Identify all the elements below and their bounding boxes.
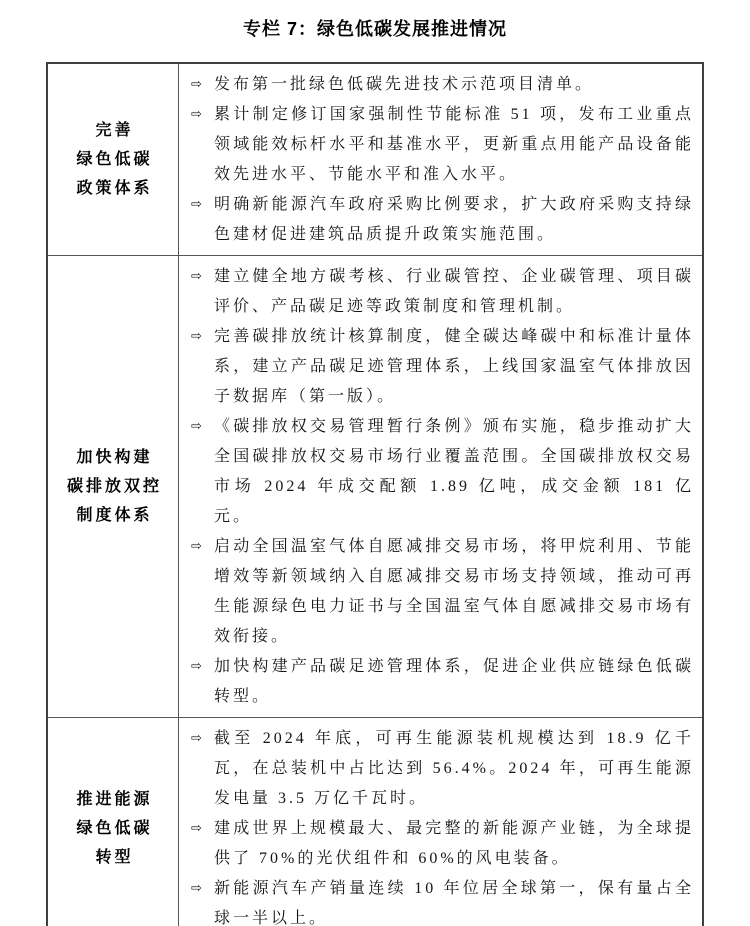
row-content [179, 256, 704, 718]
list-item-text: 截至 2024 年底，可再生能源装机规模达到 18.9 亿千瓦，在总装机中占比达到 56.4%。2024 年，可再生能源发电量 3.5 万亿千瓦时。 [214, 730, 694, 807]
row-header-line: 绿色低碳 [76, 151, 153, 168]
arrow-bullet-icon: ⇨ [191, 731, 202, 746]
row-header-line: 推进能源 [76, 791, 153, 808]
list-item-text: 明确新能源汽车政府采购比例要求，扩大政府采购支持绿色建材促进建筑品质提升政策实施范围。 [214, 196, 694, 243]
list-item [191, 412, 694, 532]
column7-table [46, 62, 704, 926]
table-row [47, 63, 703, 256]
list-item [191, 262, 694, 322]
list-item [191, 652, 694, 712]
list-item [191, 70, 694, 100]
list-item [191, 724, 694, 814]
list-item [191, 532, 694, 652]
page-title: 专栏 7：绿色低碳发展推进情况 [242, 19, 507, 39]
list-item [191, 814, 694, 874]
list-item-text: 发布第一批绿色低碳先进技术示范项目清单。 [214, 76, 595, 93]
arrow-bullet-icon: ⇨ [191, 881, 202, 896]
row-header-policy-system [47, 63, 179, 256]
row-header-line: 制度体系 [76, 507, 153, 524]
row-header-line: 绿色低碳 [76, 820, 153, 837]
list-item-text: 完善碳排放统计核算制度，健全碳达峰碳中和标准计量体系，建立产品碳足迹管理体系，上线国家温室气体排放因子数据库（第一版）。 [214, 328, 694, 405]
table-row [47, 256, 703, 718]
row-content [179, 63, 704, 256]
list-item [191, 874, 694, 926]
arrow-bullet-icon: ⇨ [191, 269, 202, 284]
arrow-bullet-icon: ⇨ [191, 77, 202, 92]
row-header-line: 完善 [95, 122, 134, 139]
arrow-bullet-icon: ⇨ [191, 419, 202, 434]
list-item-text: 加快构建产品碳足迹管理体系，促进企业供应链绿色低碳转型。 [214, 658, 694, 705]
list-item-text: 建成世界上规模最大、最完整的新能源产业链，为全球提供了 70%的光伏组件和 60%的风电装备。 [214, 820, 694, 867]
arrow-bullet-icon: ⇨ [191, 329, 202, 344]
list-item-text: 累计制定修订国家强制性节能标准 51 项，发布工业重点领域能效标杆水平和基准水平，更新重点用能产品设备能效先进水平、节能水平和准入水平。 [214, 106, 694, 183]
row-header-line: 转型 [95, 849, 134, 866]
list-item-text: 启动全国温室气体自愿减排交易市场，将甲烷利用、节能增效等新领域纳入自愿减排交易市场支持领域，推动可再生能源绿色电力证书与全国温室气体自愿减排交易市场有效衔接。 [214, 538, 694, 645]
arrow-bullet-icon: ⇨ [191, 659, 202, 674]
arrow-bullet-icon: ⇨ [191, 821, 202, 836]
list-item-text: 《碳排放权交易管理暂行条例》颁布实施，稳步推动扩大全国碳排放权交易市场行业覆盖范围。全国碳排放权交易市场 2024 年成交配额 1.89 亿吨，成交金额 181 亿元。 [214, 418, 694, 525]
arrow-bullet-icon: ⇨ [191, 107, 202, 122]
row-header-line: 加快构建 [76, 449, 153, 466]
list-item [191, 190, 694, 250]
table-row [47, 718, 703, 926]
arrow-bullet-icon: ⇨ [191, 197, 202, 212]
row-header-energy-transition [47, 718, 179, 926]
row-header-dual-control [47, 256, 179, 718]
row-content [179, 718, 704, 926]
row-header-line: 碳排放双控 [66, 478, 162, 495]
list-item-text: 新能源汽车产销量连续 10 年位居全球第一，保有量占全球一半以上。 [214, 880, 694, 926]
arrow-bullet-icon: ⇨ [191, 539, 202, 554]
row-header-line: 政策体系 [76, 180, 153, 197]
list-item [191, 100, 694, 190]
list-item [191, 322, 694, 412]
list-item-text: 建立健全地方碳考核、行业碳管控、企业碳管理、项目碳评价、产品碳足迹等政策制度和管理机制。 [214, 268, 694, 315]
